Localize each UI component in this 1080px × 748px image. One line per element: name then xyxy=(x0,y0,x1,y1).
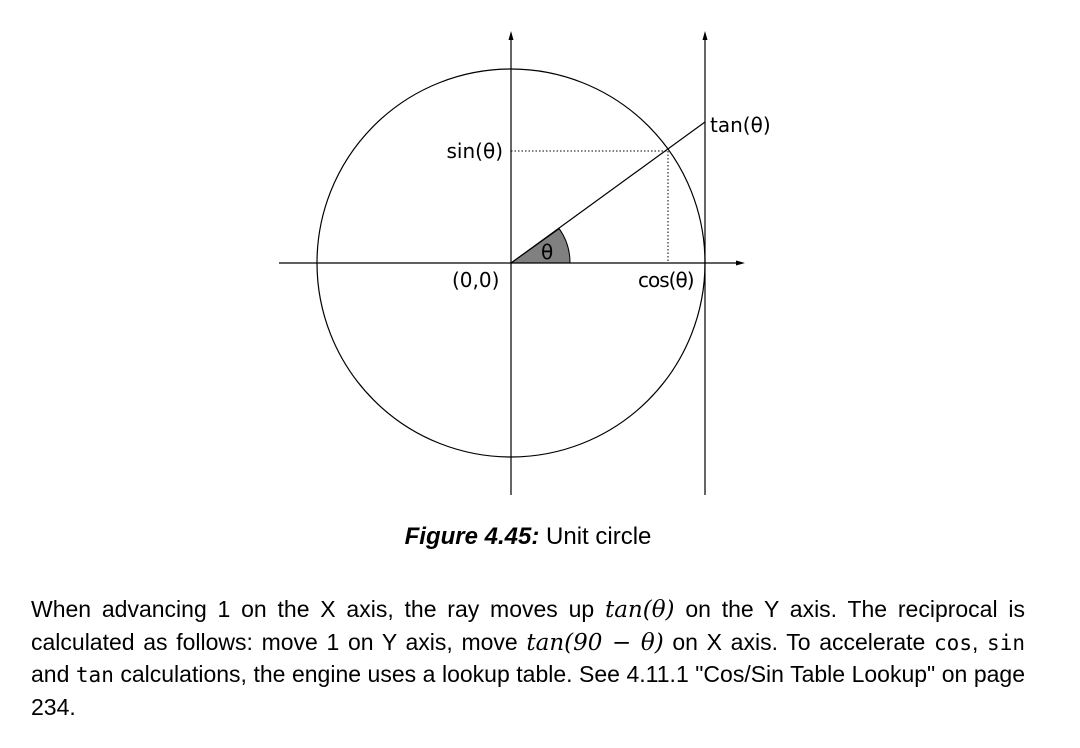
code-sin: sin xyxy=(987,630,1025,655)
y-axis-arrowhead xyxy=(509,31,514,40)
figure-caption-number: Figure 4.45: xyxy=(404,523,540,550)
theta-label: θ xyxy=(541,240,554,264)
paragraph-text-6: calculations, the engine uses a lookup table. See 4.11.1 "Cos/Sin Table Lookup" on page 234. xyxy=(31,661,1025,720)
paragraph-text-3: on X axis. To accelerate xyxy=(663,628,935,655)
sin-label: sin(θ) xyxy=(446,139,503,163)
math-tan-theta: tan(θ) xyxy=(604,597,675,623)
origin-label: (0,0) xyxy=(452,268,500,292)
paragraph-text-5: and xyxy=(31,661,76,687)
cos-label: cos(θ) xyxy=(638,268,694,292)
tan-label: tan(θ) xyxy=(710,113,771,137)
x-axis-arrowhead xyxy=(736,261,745,266)
figure-caption xyxy=(0,520,1056,554)
code-cos: cos xyxy=(934,630,972,655)
paragraph-text-2: on the Y axis. The reciprocal is calculated as follows: move 1 on Y axis, move xyxy=(31,596,1025,655)
figure-caption-text: Unit circle xyxy=(546,523,652,550)
math-tan-90-minus-theta: tan(90 − θ) xyxy=(526,629,664,656)
paragraph-text-4: , xyxy=(971,628,988,655)
code-tan: tan xyxy=(75,663,114,687)
body-paragraph xyxy=(31,594,1025,723)
tangent-line-arrowhead xyxy=(703,31,708,40)
paragraph-text-1: When advancing 1 on the X axis, the ray moves up xyxy=(31,596,605,622)
